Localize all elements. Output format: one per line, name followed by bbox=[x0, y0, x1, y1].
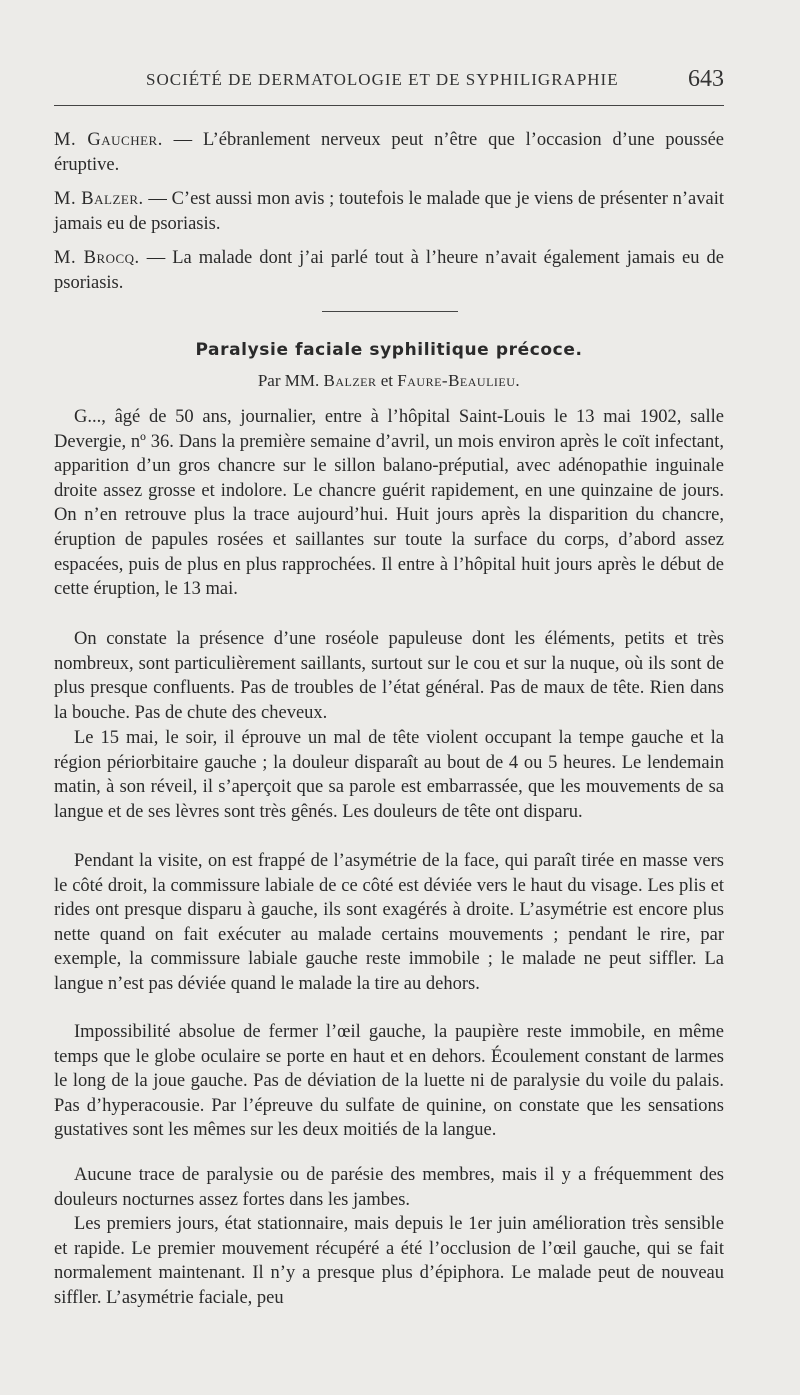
section-divider bbox=[322, 311, 458, 312]
discussion-gaucher bbox=[54, 128, 724, 177]
discussion-brocq bbox=[54, 246, 724, 295]
byline-prefix: Par MM. bbox=[257, 371, 324, 390]
speaker-remark: — C’est aussi mon avis ; toutefois le malade que je viens de présenter n’avait jamais eu de psoriasis. bbox=[54, 189, 724, 234]
speaker-remark: — L’ébranlement nerveux peut n’être que l’occasion d’une poussée éruptive. bbox=[54, 130, 724, 175]
paragraph-asymmetry: Pendant la visite, on est frappé de l’asymétrie de la face, qui paraît tirée en masse vers le côté droit, la commissure labiale de ce côté est déviée vers le haut du visage. Les plis et rides ont presque disparu à gauche, ils sont exagérés à droite. L’asymétrie est encore plus nette quand on fait exécuter au malade certains mouvements ; pendant le rire, par exemple, la commissure labiale gauche reste immobile ; le malade ne peut siffler. La langue n’est pas déviée quand le malade la tire au dehors. bbox=[54, 851, 724, 994]
header-rule bbox=[54, 105, 724, 106]
speaker-name: M. Balzer. bbox=[54, 189, 144, 209]
paragraph-roseola: On constate la présence d’une roséole papuleuse dont les éléments, petits et très nombreux, sont particulièrement saillants, surtout sur le cou et sur la nuque, où ils sont de plus presque confluents. Pas de troubles de l’état général. Pas de maux de tête. Rien dans la bouche. Pas de chute des cheveux. bbox=[54, 629, 724, 723]
paragraph-case-history: G..., âgé de 50 ans, journalier, entre à l’hôpital Saint-Louis le 13 mai 1902, salle Devergie, nº 36. Dans la première semaine d’avril, un mois environ après le coït infectant, apparition d’un gros chancre sur le sillon balano-préputial, avec adénopathie inguinale droite assez grosse et indolore. Le chancre guérit rapidement, en une quinzaine de jours. On n’en retrouve plus la trace aujourd’hui. Huit jours après la disparition du chancre, éruption de papules rosées et saillantes sur toute la surface du corps, d’abord assez espacées, puis de plus en plus rapprochées. Il entre à l’hôpital huit jours après le début de cette éruption, le 13 mai. bbox=[54, 407, 724, 600]
discussion-balzer bbox=[54, 187, 724, 236]
article-title: Paralysie faciale syphilitique précoce. bbox=[195, 340, 583, 360]
paragraph-onset: Le 15 mai, le soir, il éprouve un mal de tête violent occupant la tempe gauche et la région périorbitaire gauche ; la douleur disparaît au bout de 4 ou 5 heures. Le lendemain matin, à son réveil, il s’aperçoit que sa parole est embarrassée, que les mouvements de sa langue et de ses lèvres sont très gênés. Les douleurs de tête ont disparu. bbox=[54, 728, 724, 822]
page-number: 643 bbox=[688, 66, 724, 92]
paragraph-limbs: Aucune trace de paralysie ou de parésie des membres, mais il y a fréquemment des douleurs nocturnes assez fortes dans les jambes. bbox=[54, 1165, 724, 1210]
byline-conjunction: et bbox=[376, 371, 398, 390]
article-byline bbox=[54, 371, 724, 391]
running-title: SOCIÉTÉ DE DERMATOLOGIE ET DE SYPHILIGRAPHIE bbox=[146, 70, 619, 89]
paragraph-eye-closure: Impossibilité absolue de fermer l’œil gauche, la paupière reste immobile, en même temps que le globe oculaire se porte en haut et en dehors. Écoulement constant de larmes le long de la joue gauche. Pas de déviation de la luette ni de paralysie du voile du palais. Pas d’hyperacousie. Par l’épreuve du sulfate de quinine, on constate que les sensations gustatives sont les mêmes sur les deux moitiés de la langue. bbox=[54, 1022, 724, 1141]
speaker-remark: — La malade dont j’ai parlé tout à l’heure n’avait également jamais eu de psoriasis. bbox=[54, 248, 724, 293]
paragraph-improvement: Les premiers jours, état stationnaire, mais depuis le 1er juin amélioration très sensible et rapide. Le premier mouvement récupéré a été l’occlusion de l’œil gauche, qui se fait normalement maintenant. Il n’y a presque plus d’épiphora. Le malade peut de nouveau siffler. L’asymétrie faciale, peu bbox=[54, 1214, 724, 1308]
author-balzer: Balzer bbox=[323, 371, 377, 390]
author-faure-beaulieu: Faure-Beaulieu. bbox=[397, 371, 521, 390]
running-header bbox=[54, 66, 724, 96]
speaker-name: M. Gaucher. bbox=[54, 130, 163, 150]
speaker-name: M. Brocq. bbox=[54, 248, 140, 268]
